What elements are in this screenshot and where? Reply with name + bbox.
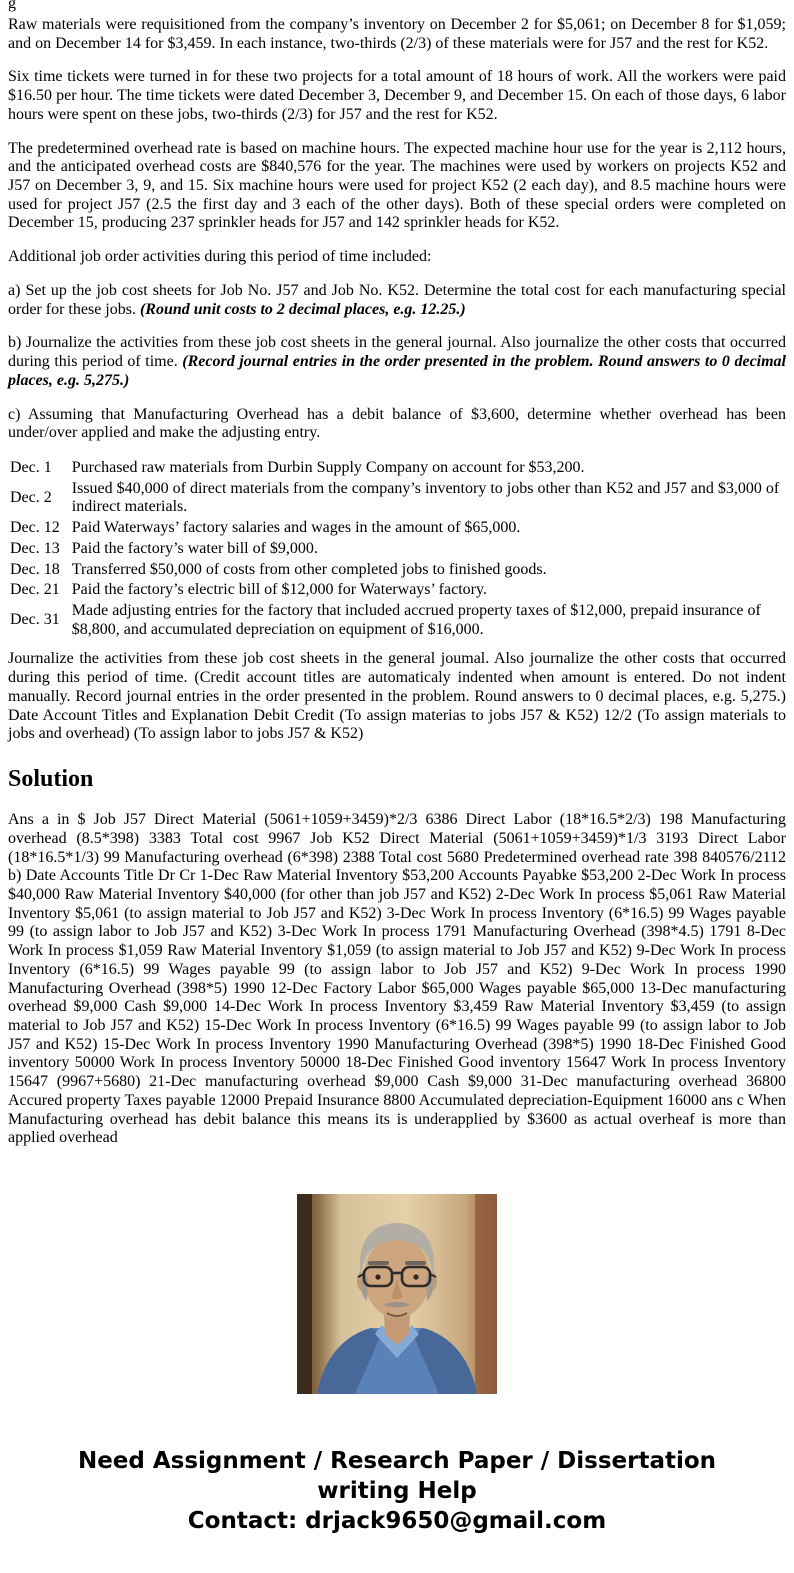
activity-date: Dec. 12: [10, 519, 60, 537]
intro-paragraph-additional-activities: Additional job order activities during this period of time included:: [8, 248, 432, 266]
solution-body: Ans a in $ Job J57 Direct Material (5061+1059+3459)*2/3 6386 Direct Labor (18*16.5*2/3) 198 Manufacturing overhead (8.5*398) 3383 Total cost 9967 Job K52 Direct Material (5061+1059+3459)*1/3 3193 Direct Labor (18*16.5*1/3) 99 Manufacturing overhead (6*398) 2388 Total cost 5680 Predetermined overhead rate 398 840576/2112 b) Date Accounts Title Dr Cr 1-Dec Raw Material Inventory $53,200 Accounts Payabke $53,200 2-Dec Work In process $40,000 Raw Material Inventory $40,000 (for other than job J57 and K52) 2-Dec Work In process $5,061 Raw Material Inventory $5,061 (to assign material to Job J57 and K52) 3-Dec Work In process Inventory (6*16.5) 99 Wages payable 99 (to assign labor to Job J57 and K52) 3-Dec Work In process 1791 Manufacturing Overhead (398*4.5) 1791 8-Dec Work In process $1,059 Raw Material Inventory $1,059 (to assign material to Job J57 and K52) 9-Dec Work In process Inventory (6*16.5) 99 Wages payable 99 (to assign labor to Job J57 and K52) 9-Dec Work In process 1990 Manufacturing Overhead (398*5) 1990 12-Dec Factory Labor $65,000 Wages payable $65,000 13-Dec manufacturing overhead $9,000 Cash $9,000 14-Dec Work In process Inventory $3,459 Raw Material Inventory $3,459 (to assign material to Job J57 and K52) 15-Dec Work In process Inventory (6*16.5) 99 Wages payable 99 (to assign labor to Job J57 and K52) 15-Dec Work In process Inventory 1990 Manufacturing Overhead (398*5) 1990 18-Dec Finished Good inventory 50000 Work In process Inventory 50000 18-Dec Finished Good inventory 15647 Work In process Inventory 15647 (9967+5680) 21-Dec manufacturing overhead $9,000 Cash $9,000 31-Dec manufacturing overhead 36800 Accured property Taxes payable 12000 Prepaid Insurance 8800 Accumulated depreciation-Equipment 16000 ans c When Manufacturing overhead has debit balance this means its is underapplied by $3600 as actual overheaf is more than applied overhead: [8, 811, 786, 1147]
requirement-a-emphasis: (Round unit costs to 2 decimal places, e.g. 12.25.): [139, 300, 466, 318]
activity-description: Paid the factory’s water bill of $9,000.: [71, 539, 318, 557]
activities-table: [8, 458, 786, 640]
requirement-a-text: a) Set up the job cost sheets for Job No. J57 and Job No. K52. Determine the total cost for each manufacturing special order for these jobs.: [8, 281, 786, 318]
requirement-a: [8, 282, 786, 319]
table-row: [8, 539, 786, 560]
table-row: [8, 458, 786, 479]
activity-description: Transferred $50,000 of costs from other completed jobs to finished goods.: [71, 560, 547, 578]
activity-description: Issued $40,000 of direct materials from the company’s inventory to jobs other than K52 and J57 and $3,000 of indirect materials.: [71, 479, 780, 516]
activity-date: Dec. 21: [10, 581, 60, 599]
intro-paragraph-raw-materials: Raw materials were requisitioned from the company’s inventory on December 2 for $5,061; on December 8 for $1,059; and on December 14 for $3,459. In each instance, two-thirds (2/3) of these materials were for J57 and the rest for K52.: [8, 16, 786, 52]
activity-description: Paid Waterways’ factory salaries and wages in the amount of $65,000.: [71, 519, 521, 537]
table-row: [8, 601, 786, 640]
activity-date: Dec. 2: [10, 489, 52, 507]
activity-description: Purchased raw materials from Durbin Supply Company on account for $53,200.: [71, 458, 585, 476]
journalize-instructions: Journalize the activities from these job cost sheets in the general joumal. Also journalize the other costs that occurred during this period of time. (Credit account titles are automaticaly indented when amount is entered. Do not indent manually. Record journal entries in the order presented in the problem. Round answers to 0 decimal places, e.g. 5,275.) Date Account Titles and Explanation Debit Credit (To assign materias to jobs J57 & K52) 12/2 (To assign materials to jobs and overhead) (To assign labor to jobs J57 & K52): [8, 650, 786, 743]
intro-paragraph-overhead-rate: The predetermined overhead rate is based on machine hours. The expected machine hour use for the year is 2,112 hours, and the anticipated overhead costs are $840,576 for the year. The machines were used by workers on projects K52 and J57 on December 3, 9, and 15. Six machine hours were used for project K52 (2 each day), and 8.5 machine hours were used for project J57 (2.5 the first day and 3 each of the other days). Both of these special orders were completed on December 15, producing 237 sprinkler heads for J57 and 142 sprinkler heads for K52.: [8, 139, 786, 232]
table-row: [8, 518, 786, 539]
activity-description: Made adjusting entries for the factory that included accrued property taxes of $12,000, prepaid insurance of $8,800, and accumulated depreciation on equipment of $16,000.: [71, 601, 761, 638]
activity-date: Dec. 1: [10, 458, 52, 476]
tutor-photo: [297, 1194, 497, 1394]
activity-date: Dec. 31: [10, 611, 60, 629]
footer: [29, 1446, 765, 1536]
requirement-b: [8, 334, 786, 390]
activity-description: Paid the factory’s electric bill of $12,000 for Waterways’ factory.: [71, 581, 487, 599]
requirement-c: c) Assuming that Manufacturing Overhead has a debit balance of $3,600, determine whether overhead has been under/over applied and make the adjusting entry.: [8, 405, 786, 442]
cropped-line-text: g: [8, 0, 16, 12]
footer-contact-email: Contact: drjack9650@gmail.com: [187, 1508, 607, 1535]
table-row: [8, 479, 786, 518]
activity-date: Dec. 18: [10, 560, 60, 578]
intro-paragraph-time-tickets: Six time tickets were turned in for these two projects for a total amount of 18 hours of work. All the workers were paid $16.50 per hour. The time tickets were dated December 3, December 9, and December 15. On each of those days, 6 labor hours were spent on these jobs, two-thirds (2/3) for J57 and the rest for K52.: [8, 68, 786, 123]
cropped-line-fragment: [8, 0, 786, 12]
footer-help-text: Need Assignment / Research Paper / Dissertation writing Help: [77, 1448, 717, 1505]
requirement-b-emphasis: (Record journal entries in the order presented in the problem. Round answers to 0 decimal places, e.g. 5,275.): [8, 353, 787, 389]
requirement-b-text: b) Journalize the activities from these job cost sheets in the general journal. Also journalize the other costs that occurred during this period of time.: [8, 334, 786, 371]
table-row: [8, 580, 786, 601]
solution-heading: Solution: [8, 766, 94, 792]
table-row: [8, 560, 786, 581]
activity-date: Dec. 13: [10, 539, 60, 557]
avatar: [297, 1194, 497, 1394]
